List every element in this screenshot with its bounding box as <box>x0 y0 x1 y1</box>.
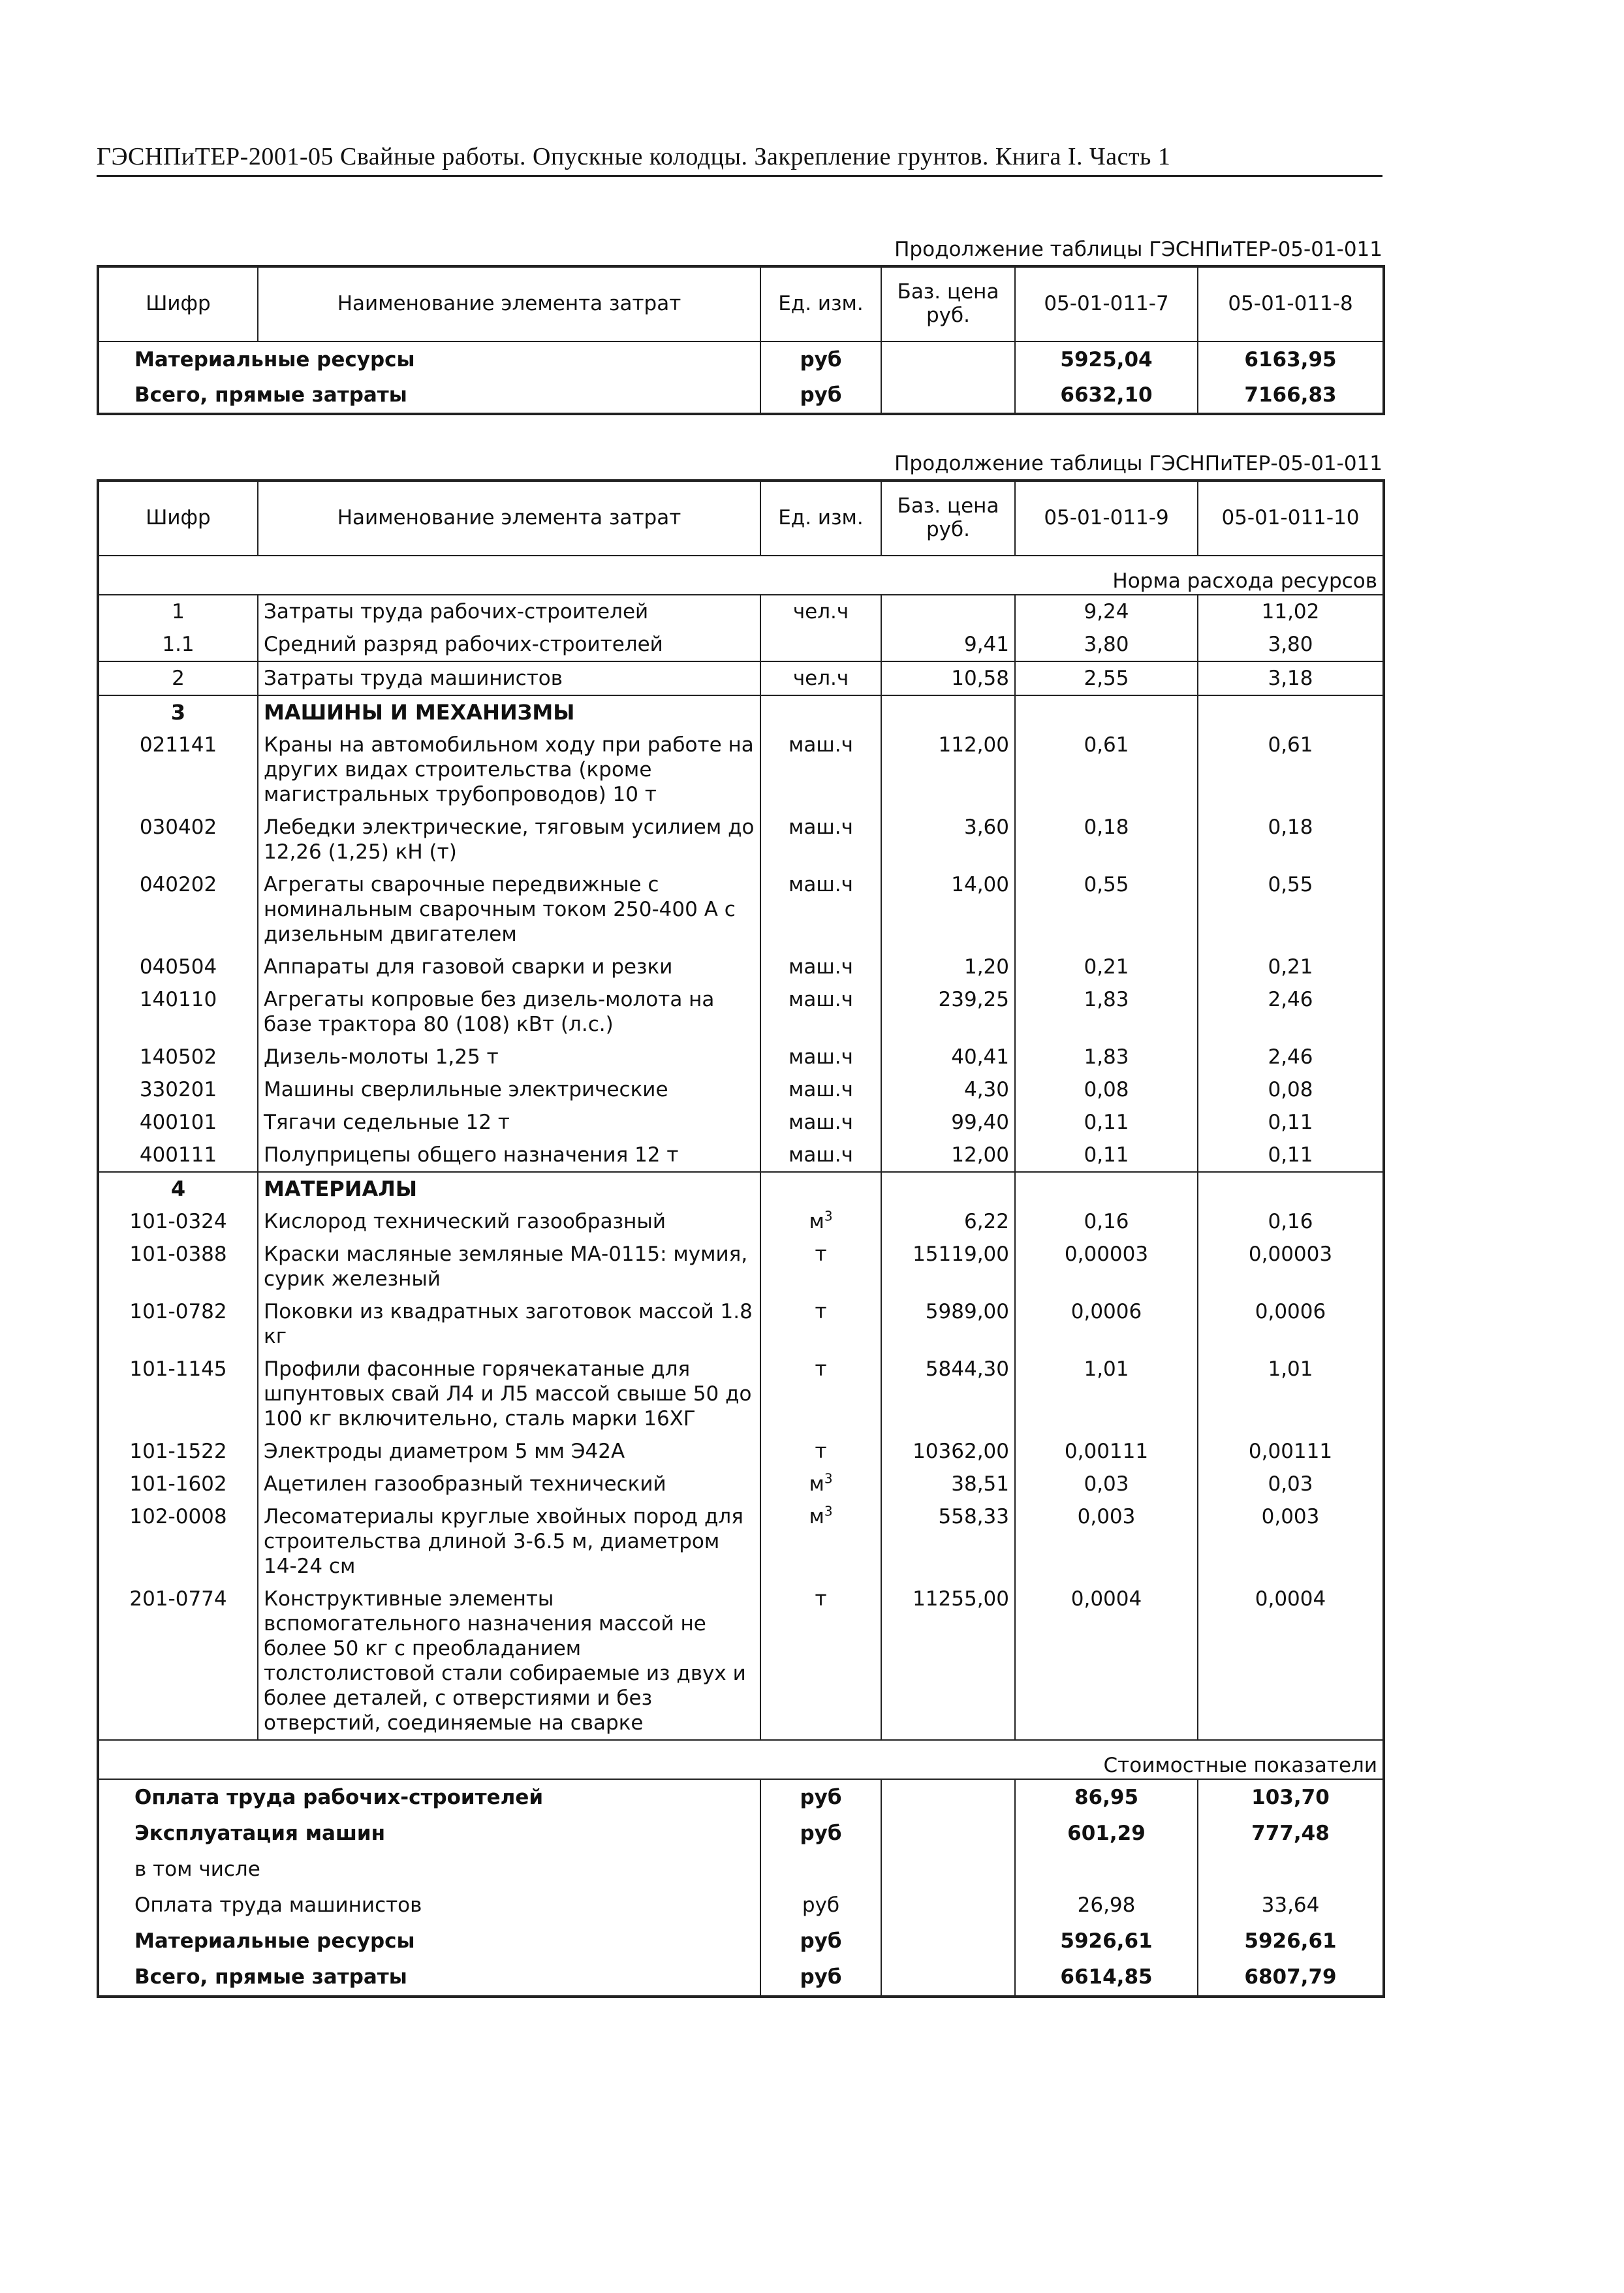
empty-cell <box>881 695 1015 729</box>
row-value-2: 0,00003 <box>1198 1238 1384 1295</box>
column-header-unit: Ед. изм. <box>760 266 881 341</box>
row-value-1: 0,00111 <box>1015 1435 1198 1468</box>
table-row <box>98 341 1384 377</box>
unit-superscript: 3 <box>824 1503 833 1519</box>
section-code: 3 <box>98 695 258 729</box>
row-value-1: 0,0006 <box>1015 1295 1198 1353</box>
row-unit: т <box>760 1295 881 1353</box>
table-row <box>98 595 1384 628</box>
unit-superscript: 3 <box>824 1208 833 1224</box>
table1-caption: Продолжение таблицы ГЭСНПиТЕР-05-01-011 <box>894 238 1382 261</box>
section-title: МАШИНЫ И МЕХАНИЗМЫ <box>258 695 760 729</box>
row-value-1: 1,83 <box>1015 983 1198 1041</box>
table-row <box>98 868 1384 951</box>
row-unit: руб <box>760 341 881 377</box>
total-value-1: 601,29 <box>1015 1816 1198 1852</box>
row-name: Кислород технический газообразный <box>258 1205 760 1238</box>
row-code: 140110 <box>98 983 258 1041</box>
row-price: 12,00 <box>881 1139 1015 1172</box>
table-row <box>98 1353 1384 1435</box>
row-value-2: 3,80 <box>1198 628 1384 661</box>
row-name: Тягачи седельные 12 т <box>258 1106 760 1139</box>
row-code: 400101 <box>98 1106 258 1139</box>
row-value-2: 11,02 <box>1198 595 1384 628</box>
row-value-2: 0,18 <box>1198 811 1384 868</box>
table-row <box>98 983 1384 1041</box>
empty-cell <box>1015 695 1198 729</box>
row-code: 1.1 <box>98 628 258 661</box>
row-code: 101-1522 <box>98 1435 258 1468</box>
total-unit <box>760 1852 881 1888</box>
row-unit: маш.ч <box>760 951 881 983</box>
row-unit: маш.ч <box>760 1106 881 1139</box>
total-row <box>98 1923 1384 1959</box>
row-value-1: 2,55 <box>1015 661 1198 695</box>
table-row <box>98 377 1384 414</box>
empty-cell <box>881 1923 1015 1959</box>
row-code: 101-0388 <box>98 1238 258 1295</box>
row-name: Затраты труда машинистов <box>258 661 760 695</box>
total-value-2: 777,48 <box>1198 1816 1384 1852</box>
row-price: 4,30 <box>881 1073 1015 1106</box>
table-row <box>98 1435 1384 1468</box>
row-value-1: 3,80 <box>1015 628 1198 661</box>
row-name: Лебедки электрические, тяговым усилием до 12,26 (1,25) кН (т) <box>258 811 760 868</box>
row-value-1: 0,61 <box>1015 729 1198 811</box>
table-row <box>98 1583 1384 1740</box>
row-price: 99,40 <box>881 1106 1015 1139</box>
total-name: Всего, прямые затраты <box>98 1959 760 1997</box>
table-row <box>98 1500 1384 1583</box>
row-name: Поковки из квадратных заготовок массой 1.8 кг <box>258 1295 760 1353</box>
row-value-2: 0,11 <box>1198 1106 1384 1139</box>
table1-header-row <box>98 266 1384 341</box>
empty-cell <box>881 1888 1015 1923</box>
total-row <box>98 1816 1384 1852</box>
row-price: 1,20 <box>881 951 1015 983</box>
row-value-1: 0,0004 <box>1015 1583 1198 1740</box>
row-unit <box>760 628 881 661</box>
total-unit: руб <box>760 1888 881 1923</box>
row-value-1: 9,24 <box>1015 595 1198 628</box>
row-value-1: 5925,04 <box>1015 341 1198 377</box>
table-row <box>98 811 1384 868</box>
row-name: Машины сверлильные электрические <box>258 1073 760 1106</box>
total-value-1 <box>1015 1852 1198 1888</box>
row-price: 3,60 <box>881 811 1015 868</box>
unit-superscript: 3 <box>824 1470 833 1487</box>
row-code: 101-0782 <box>98 1295 258 1353</box>
table-row <box>98 1238 1384 1295</box>
row-value-1: 0,21 <box>1015 951 1198 983</box>
row-unit: т <box>760 1435 881 1468</box>
total-row <box>98 1888 1384 1923</box>
column-header-price: Баз. цена руб. <box>881 266 1015 341</box>
row-code: 1 <box>98 595 258 628</box>
row-price: 10362,00 <box>881 1435 1015 1468</box>
total-value-2: 103,70 <box>1198 1779 1384 1816</box>
column-header-col2: 05-01-011-10 <box>1198 481 1384 556</box>
row-code: 101-0324 <box>98 1205 258 1238</box>
row-value-2: 0,0004 <box>1198 1583 1384 1740</box>
row-value-2: 0,16 <box>1198 1205 1384 1238</box>
row-price: 11255,00 <box>881 1583 1015 1740</box>
row-value-2: 2,46 <box>1198 983 1384 1041</box>
row-name: Средний разряд рабочих-строителей <box>258 628 760 661</box>
total-unit: руб <box>760 1959 881 1997</box>
column-header-name: Наименование элемента затрат <box>258 266 760 341</box>
row-value-1: 0,003 <box>1015 1500 1198 1583</box>
column-header-unit: Ед. изм. <box>760 481 881 556</box>
row-unit <box>760 1468 881 1500</box>
row-value-2: 1,01 <box>1198 1353 1384 1435</box>
table-row <box>98 1468 1384 1500</box>
row-code: 140502 <box>98 1041 258 1073</box>
row-unit: маш.ч <box>760 983 881 1041</box>
row-unit: маш.ч <box>760 811 881 868</box>
row-code: 040504 <box>98 951 258 983</box>
row-price: 40,41 <box>881 1041 1015 1073</box>
total-name: Материальные ресурсы <box>98 1923 760 1959</box>
row-unit: чел.ч <box>760 595 881 628</box>
column-header-price: Баз. цена руб. <box>881 481 1015 556</box>
row-unit <box>760 1500 881 1583</box>
row-price: 10,58 <box>881 661 1015 695</box>
table-row <box>98 1106 1384 1139</box>
unit-text: м <box>809 1472 824 1496</box>
row-value-2: 2,46 <box>1198 1041 1384 1073</box>
row-value-1: 0,55 <box>1015 868 1198 951</box>
row-name: Краны на автомобильном ходу при работе на других видах строительства (кроме магистральных трубопроводов) 10 т <box>258 729 760 811</box>
row-unit: маш.ч <box>760 1073 881 1106</box>
row-value-1: 0,08 <box>1015 1073 1198 1106</box>
cost-label: Стоимостные показатели <box>98 1740 1384 1779</box>
row-name: Электроды диаметром 5 мм Э42А <box>258 1435 760 1468</box>
total-row <box>98 1852 1384 1888</box>
row-price: 112,00 <box>881 729 1015 811</box>
row-code: 021141 <box>98 729 258 811</box>
row-value-1: 0,11 <box>1015 1106 1198 1139</box>
section-row <box>98 1172 1384 1205</box>
row-unit: маш.ч <box>760 1139 881 1172</box>
cost-label-row <box>98 1740 1384 1779</box>
total-name: Эксплуатация машин <box>98 1816 760 1852</box>
row-value-2: 0,0006 <box>1198 1295 1384 1353</box>
row-value-1: 1,83 <box>1015 1041 1198 1073</box>
table-row <box>98 729 1384 811</box>
table2-caption: Продолжение таблицы ГЭСНПиТЕР-05-01-011 <box>894 452 1382 475</box>
row-code: 101-1602 <box>98 1468 258 1500</box>
row-value-1: 0,16 <box>1015 1205 1198 1238</box>
row-value-1: 1,01 <box>1015 1353 1198 1435</box>
row-name: Ацетилен газообразный технический <box>258 1468 760 1500</box>
row-value-1: 6632,10 <box>1015 377 1198 414</box>
row-unit <box>760 1205 881 1238</box>
section-title: МАТЕРИАЛЫ <box>258 1172 760 1205</box>
table-row <box>98 1041 1384 1073</box>
row-value-2: 3,18 <box>1198 661 1384 695</box>
empty-cell <box>881 1816 1015 1852</box>
row-code: 102-0008 <box>98 1500 258 1583</box>
row-unit: чел.ч <box>760 661 881 695</box>
row-price <box>881 377 1015 414</box>
row-unit: т <box>760 1583 881 1740</box>
row-value-2: 0,21 <box>1198 951 1384 983</box>
row-code: 030402 <box>98 811 258 868</box>
empty-cell <box>1198 695 1384 729</box>
total-row <box>98 1779 1384 1816</box>
empty-cell <box>1015 1172 1198 1205</box>
total-value-1: 26,98 <box>1015 1888 1198 1923</box>
column-header-code: Шифр <box>98 266 258 341</box>
total-value-1: 86,95 <box>1015 1779 1198 1816</box>
row-name: Лесоматериалы круглые хвойных пород для строительства длиной 3-6.5 м, диаметром 14-24 см <box>258 1500 760 1583</box>
table-row <box>98 1139 1384 1172</box>
row-name: Профили фасонные горячекатаные для шпунтовых свай Л4 и Л5 массой свыше 50 до 100 кг включительно, сталь марки 16ХГ <box>258 1353 760 1435</box>
table2-header-row <box>98 481 1384 556</box>
total-value-2: 6807,79 <box>1198 1959 1384 1997</box>
total-value-1: 5926,61 <box>1015 1923 1198 1959</box>
table-row <box>98 1073 1384 1106</box>
table-row <box>98 1295 1384 1353</box>
row-price: 558,33 <box>881 1500 1015 1583</box>
row-code: 330201 <box>98 1073 258 1106</box>
total-unit: руб <box>760 1779 881 1816</box>
row-value-1: 0,11 <box>1015 1139 1198 1172</box>
row-value-2: 6163,95 <box>1198 341 1384 377</box>
total-value-1: 6614,85 <box>1015 1959 1198 1997</box>
row-value-2: 0,08 <box>1198 1073 1384 1106</box>
empty-cell <box>1198 1172 1384 1205</box>
total-unit: руб <box>760 1923 881 1959</box>
row-value-2: 7166,83 <box>1198 377 1384 414</box>
row-price <box>881 341 1015 377</box>
row-name: Полуприцепы общего назначения 12 т <box>258 1139 760 1172</box>
column-header-col2: 05-01-011-8 <box>1198 266 1384 341</box>
total-name: Оплата труда рабочих-строителей <box>98 1779 760 1816</box>
column-header-code: Шифр <box>98 481 258 556</box>
row-value-2: 0,55 <box>1198 868 1384 951</box>
row-code: 201-0774 <box>98 1583 258 1740</box>
total-row <box>98 1959 1384 1997</box>
table-row <box>98 1205 1384 1238</box>
row-name: Краски масляные земляные МА-0115: мумия, сурик железный <box>258 1238 760 1295</box>
table2 <box>97 479 1385 1998</box>
empty-cell <box>760 695 881 729</box>
row-value-2: 0,003 <box>1198 1500 1384 1583</box>
total-unit: руб <box>760 1816 881 1852</box>
total-value-2: 33,64 <box>1198 1888 1384 1923</box>
section-code: 4 <box>98 1172 258 1205</box>
row-unit: руб <box>760 377 881 414</box>
row-price: 9,41 <box>881 628 1015 661</box>
row-code: 040202 <box>98 868 258 951</box>
page-header: ГЭСНПиТЕР-2001-05 Свайные работы. Опускные колодцы. Закрепление грунтов. Книга I. Часть 1 <box>97 142 1382 177</box>
table-row <box>98 951 1384 983</box>
row-name: Всего, прямые затраты <box>98 377 760 414</box>
table-row <box>98 628 1384 661</box>
row-value-1: 0,00003 <box>1015 1238 1198 1295</box>
row-unit: т <box>760 1353 881 1435</box>
row-price: 239,25 <box>881 983 1015 1041</box>
empty-cell <box>881 1852 1015 1888</box>
row-price: 6,22 <box>881 1205 1015 1238</box>
row-unit: маш.ч <box>760 868 881 951</box>
empty-cell <box>881 1172 1015 1205</box>
row-value-2: 0,00111 <box>1198 1435 1384 1468</box>
total-value-2 <box>1198 1852 1384 1888</box>
row-value-2: 0,61 <box>1198 729 1384 811</box>
row-value-1: 0,18 <box>1015 811 1198 868</box>
norm-label-row <box>98 556 1384 595</box>
row-code: 2 <box>98 661 258 695</box>
row-code: 101-1145 <box>98 1353 258 1435</box>
column-header-name: Наименование элемента затрат <box>258 481 760 556</box>
row-value-2: 0,03 <box>1198 1468 1384 1500</box>
row-value-1: 0,03 <box>1015 1468 1198 1500</box>
row-price: 38,51 <box>881 1468 1015 1500</box>
row-name: Агрегаты копровые без дизель-молота на базе трактора 80 (108) кВт (л.с.) <box>258 983 760 1041</box>
row-name: Дизель-молоты 1,25 т <box>258 1041 760 1073</box>
row-price: 14,00 <box>881 868 1015 951</box>
unit-text: м <box>809 1505 824 1528</box>
section-row <box>98 695 1384 729</box>
row-name: Агрегаты сварочные передвижные с номинальным сварочным током 250-400 А с дизельным двигателем <box>258 868 760 951</box>
total-name: в том числе <box>98 1852 760 1888</box>
row-unit: маш.ч <box>760 729 881 811</box>
row-code: 400111 <box>98 1139 258 1172</box>
row-name: Конструктивные элементы вспомогательного назначения массой не более 50 кг с преобладанием толстолистовой стали собираемые из двух и более деталей, с отверстиями и без отверстий, соединяемые на сварке <box>258 1583 760 1740</box>
row-price <box>881 595 1015 628</box>
row-price: 5844,30 <box>881 1353 1015 1435</box>
row-price: 15119,00 <box>881 1238 1015 1295</box>
row-value-2: 0,11 <box>1198 1139 1384 1172</box>
total-value-2: 5926,61 <box>1198 1923 1384 1959</box>
row-name: Материальные ресурсы <box>98 341 760 377</box>
row-unit: маш.ч <box>760 1041 881 1073</box>
unit-text: м <box>809 1210 824 1233</box>
column-header-col1: 05-01-011-7 <box>1015 266 1198 341</box>
empty-cell <box>760 1172 881 1205</box>
empty-cell <box>881 1959 1015 1997</box>
row-unit: т <box>760 1238 881 1295</box>
table-row <box>98 661 1384 695</box>
table1 <box>97 265 1385 415</box>
total-name: Оплата труда машинистов <box>98 1888 760 1923</box>
empty-cell <box>881 1779 1015 1816</box>
row-price: 5989,00 <box>881 1295 1015 1353</box>
norm-label: Норма расхода ресурсов <box>98 556 1384 595</box>
column-header-col1: 05-01-011-9 <box>1015 481 1198 556</box>
row-name: Затраты труда рабочих-строителей <box>258 595 760 628</box>
row-name: Аппараты для газовой сварки и резки <box>258 951 760 983</box>
